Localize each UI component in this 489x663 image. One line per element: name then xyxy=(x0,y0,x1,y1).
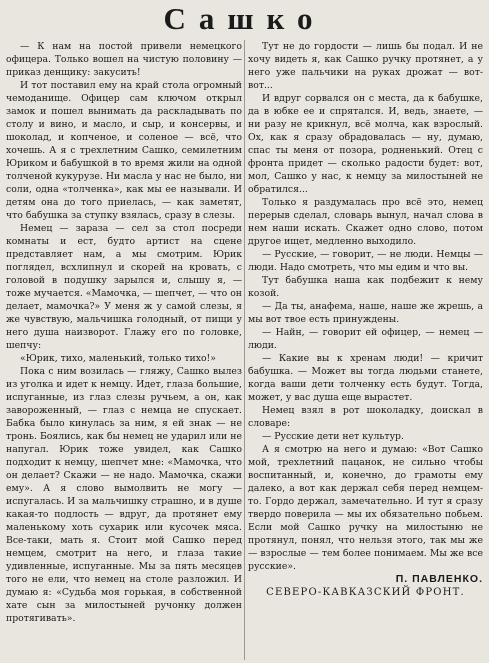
paragraph: — К нам на постой привели немецкого офицера. Только вошел на чистую половину — приказ денщику: закусить! xyxy=(6,41,242,78)
author-byline: П. ПАВЛЕНКО. xyxy=(395,573,483,585)
paragraph: — Да ты, анафема, наше, наше же жрешь, а мы вот твое есть принуждены. xyxy=(248,301,483,325)
left-column xyxy=(6,40,242,663)
article-title: Сашко xyxy=(163,1,326,36)
paragraph: Только я раздумалась про всё это, немец перерыв сделал, словарь вынул, начал слова в нем наши искать. Скажет одно слово, потом другое ищет, медленно выходило. xyxy=(248,197,483,247)
paragraph: И вдруг сорвался он с места, да к бабушке, да в юбке ее и спрятался. И, ведь, знаете, — ни разу не крикнул, всё молча, как взрослый. Ох, как я сразу обрадовалась — ну, думаю, спас ты меня от позора, родненький. Отец с фронта придет — сколько радости будет: вот, мол, Сашко у нас, к немцу за милостыней не обратился... xyxy=(248,93,483,195)
paragraph: А я смотрю на него и думаю: «Вот Сашко мой, трехлетний пацанок, не сильно чтобы воспитанный, и, конечно, до грамоты ему далеко, а вот как держал себя перед немцем-то. Гордо держал, замечательно. И тут я сразу твердо поверила — мы их обязательно побьем. Если мой Сашко ручку на милостыню не протянул, понял, что нельзя этого, так мы же — взрослые — тем более понимаем. Мы же все русские». xyxy=(248,444,483,572)
paragraph: — Русские, — говорит, — не люди. Немцы — люди. Надо смотреть, что мы едим и что вы. xyxy=(248,249,483,273)
paragraph: И тот поставил ему на край стола огромный чемоданище. Офицер сам ключом открыл замок и пошел вынимать да раскладывать по столу и вино, и масло, и сыр, и консервы, и шоколад, и копченое, и соленое — всё, что хочешь. А я с трехлетним Сашко, семилетним Юриком и бабушкой в то время жили на одной толченой кукурузе. Ни масла у нас не было, ни соли, одна «толченка», как мы ее называли. И детям она до того приелась, — как заметят, что бабушка за ступку взялась, сразу в слезы. xyxy=(6,80,242,221)
paragraph: Немец взял в рот шоколадку, доискал в словаре: xyxy=(248,405,483,429)
paragraph: Пока с ним возилась — гляжу, Сашко вылез из уголка и идет к немцу. Идет, глаза большие, испуганные, из глаз слезы ручьем, а он, как завороженный, — глаз с немца не спускает. Бабка было кинулась за ним, я ей знак — не тронь. Боялись, как бы немец не ударил или не напугал. Юрик тоже увидел, как Сашко подходит к немцу, шепчет мне: «Мамочка, что он делает? Скажи — не надо. Мамочка, скажи ему». А я слово вымолвить не могу — испугалась. И за мальчишку страшно, и в душе какая-то подлость — вдруг, да протянет ему маленькому хоть сухарик или кусочек мяса. Все-таки, мать я. Стоит мой Сашко перед немцем, смотрит на него, и глаза такие удивленные, испуганные. Мы за пять месяцев того не ели, что немец на столе разложил. И думаю я: «Судьба моя горькая, в собственной хате сын за милостыней ручонку должен протягивать». xyxy=(6,366,242,624)
paragraph: «Юрик, тихо, маленький, только тихо!» xyxy=(20,353,216,364)
paragraph: Тут не до гордости — лишь бы подал. И не хочу видеть я, как Сашко ручку протянет, а у него уже пальчики на руках дрожат — вот-вот... xyxy=(248,41,483,91)
paragraph: — Найн, — говорит ей офицер, — немец — люди. xyxy=(248,327,483,351)
paragraph: — Русские дети нет культур. xyxy=(262,431,404,442)
paragraph: Немец — зараза — сел за стол посреди комнаты и ест, будто артист на сцене представляет нам, а мы смотрим. Юрик поглядел, всхлипнул и скорей на кровать, с головой в подушку зарылся и, слышу я, — тоже мучается. «Мамочка, — шепчет, — что он делает, мамочка?» У меня ж у самой слезы, я же чувствую, мальчишка голодный, от пищи у него душа наизворот. Глажу его по головке, шепчу: xyxy=(6,223,242,351)
paragraph: Тут бабушка наша как подбежит к нему козой. xyxy=(248,275,483,299)
dateline-front: СЕВЕРО-КАВКАЗСКИЙ ФРОНТ. xyxy=(266,587,465,598)
right-column xyxy=(248,40,483,663)
paragraph: — Какие вы к хренам люди! — кричит бабушка. — Может вы тогда людьми станете, когда ваши дети толченку есть будут. Тогда, может, у вас душа еще вырастет. xyxy=(248,353,483,403)
column-divider xyxy=(244,40,245,660)
